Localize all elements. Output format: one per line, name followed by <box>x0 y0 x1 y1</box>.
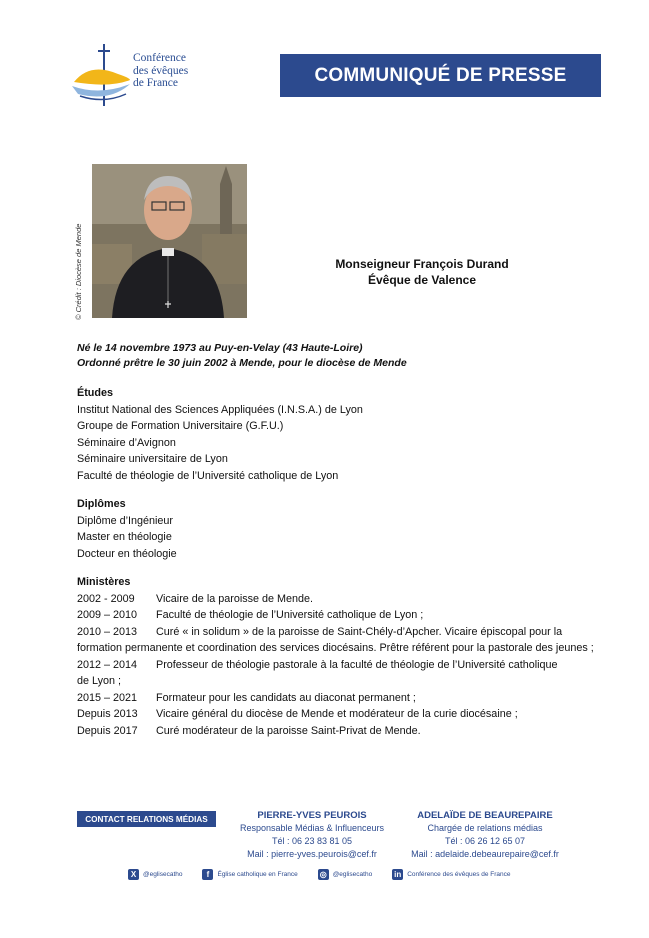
ministry-years: 2009 – 2010 <box>77 609 138 621</box>
ministry-row <box>77 624 597 641</box>
bishop-title: Évêque de Valence <box>367 273 477 287</box>
list-item: Institut National des Sciences Appliquées (I.N.S.A.) de Lyon <box>77 403 363 416</box>
instagram-icon: ◎ <box>318 869 329 880</box>
ordination-line: Ordonné prêtre le 30 juin 2002 à Mende, pour le diocèse de Mende <box>77 357 407 369</box>
ministry-row <box>77 657 597 674</box>
ministries-heading: Ministères <box>77 576 131 588</box>
ministry-continuation: formation permanente et coordination des services diocésains. Prêtre référent pour la pastorale des jeunes ; <box>77 642 594 654</box>
contact-email[interactable]: Mail : adelaide.debeaurepaire@cef.fr <box>411 849 559 859</box>
ministry-text: Formateur pour les candidats au diaconat permanent ; <box>156 691 416 704</box>
x-icon: X <box>128 869 139 880</box>
bishop-portrait-photo <box>92 164 247 318</box>
contact-card-beaurepaire <box>400 809 570 861</box>
bishop-name: Monseigneur François Durand <box>335 257 509 271</box>
studies-section <box>77 385 597 484</box>
ministry-years: 2010 – 2013 <box>77 625 138 638</box>
ministry-text: Faculté de théologie de l’Université catholique de Lyon ; <box>156 609 424 621</box>
social-label: Église catholique en France <box>217 870 298 878</box>
logo-line-2: des évêques <box>133 64 189 77</box>
photo-credit: © Crédit : Diocèse de Mende <box>74 223 83 320</box>
social-label: @eglisecatho <box>143 870 183 878</box>
media-contact-label: CONTACT RELATIONS MÉDIAS <box>77 811 216 827</box>
birth-line: Né le 14 novembre 1973 au Puy-en-Velay (43 Haute-Loire) <box>77 342 363 354</box>
ministry-text: Curé modérateur de la paroisse Saint-Privat de Mende. <box>156 724 421 737</box>
ministry-years: Depuis 2017 <box>77 724 138 737</box>
contact-name: PIERRE-YVES PEUROIS <box>257 810 367 821</box>
ministry-text: Vicaire de la paroisse de Mende. <box>156 592 314 605</box>
ministry-text: Professeur de théologie pastorale à la faculté de théologie de l’Université catholique <box>156 658 558 671</box>
list-item: Séminaire universitaire de Lyon <box>77 453 228 465</box>
social-linkedin[interactable] <box>392 869 510 880</box>
social-links <box>128 866 588 882</box>
degrees-section <box>77 496 597 562</box>
social-facebook[interactable] <box>202 869 297 880</box>
social-label: @eglisecatho <box>332 870 373 878</box>
social-label: Conférence des évêques de France <box>407 870 511 878</box>
list-item: Master en théologie <box>77 531 172 543</box>
contact-phone[interactable]: Tél : 06 23 83 81 05 <box>271 836 353 846</box>
contact-email[interactable]: Mail : pierre-yves.peurois@cef.fr <box>247 849 377 859</box>
ministry-row <box>77 591 597 608</box>
linkedin-icon: in <box>394 869 402 879</box>
studies-heading: Études <box>77 387 113 399</box>
ministry-row <box>77 723 597 740</box>
cef-logo-text <box>133 52 188 90</box>
ministry-years: 2012 – 2014 <box>77 658 138 671</box>
facebook-icon: f <box>202 869 213 880</box>
list-item: Groupe de Formation Universitaire (G.F.U.) <box>77 420 284 432</box>
ministry-row <box>77 607 597 624</box>
list-item: Diplôme d’Ingénieur <box>77 514 174 527</box>
press-release-banner: COMMUNIQUÉ DE PRESSE <box>280 54 601 97</box>
social-x[interactable] <box>128 869 182 880</box>
list-item: Docteur en théologie <box>77 547 177 560</box>
ministry-years: Depuis 2013 <box>77 708 138 720</box>
degrees-heading: Diplômes <box>77 498 126 510</box>
bishop-name-block <box>300 256 544 288</box>
ministry-years: 2015 – 2021 <box>77 691 138 704</box>
ministries-section <box>77 574 597 739</box>
ministry-text: Vicaire général du diocèse de Mende et modérateur de la curie diocésaine ; <box>156 708 518 720</box>
contact-name: ADELAÏDE DE BEAUREPAIRE <box>417 810 553 821</box>
ministry-row <box>77 706 597 723</box>
birth-ordination-info <box>77 341 407 371</box>
list-item: Séminaire d’Avignon <box>77 436 176 449</box>
contact-role: Chargée de relations médias <box>427 823 543 833</box>
ministry-row <box>77 690 597 707</box>
ministry-continuation: de Lyon ; <box>77 675 122 687</box>
ministry-text: Curé « in solidum » de la paroisse de Saint-Chély-d’Apcher. Vicaire épiscopal pour la <box>156 625 563 638</box>
contact-phone[interactable]: Tél : 06 26 12 65 07 <box>444 836 526 846</box>
contact-card-peurois <box>222 809 402 861</box>
list-item: Faculté de théologie de l’Université catholique de Lyon <box>77 469 339 482</box>
logo-line-3: de France <box>133 77 179 89</box>
social-instagram[interactable] <box>318 869 372 880</box>
contact-role: Responsable Médias & Influenceurs <box>239 823 385 833</box>
logo-line-1: Conférence <box>133 52 186 64</box>
ministry-years: 2002 - 2009 <box>77 592 135 605</box>
